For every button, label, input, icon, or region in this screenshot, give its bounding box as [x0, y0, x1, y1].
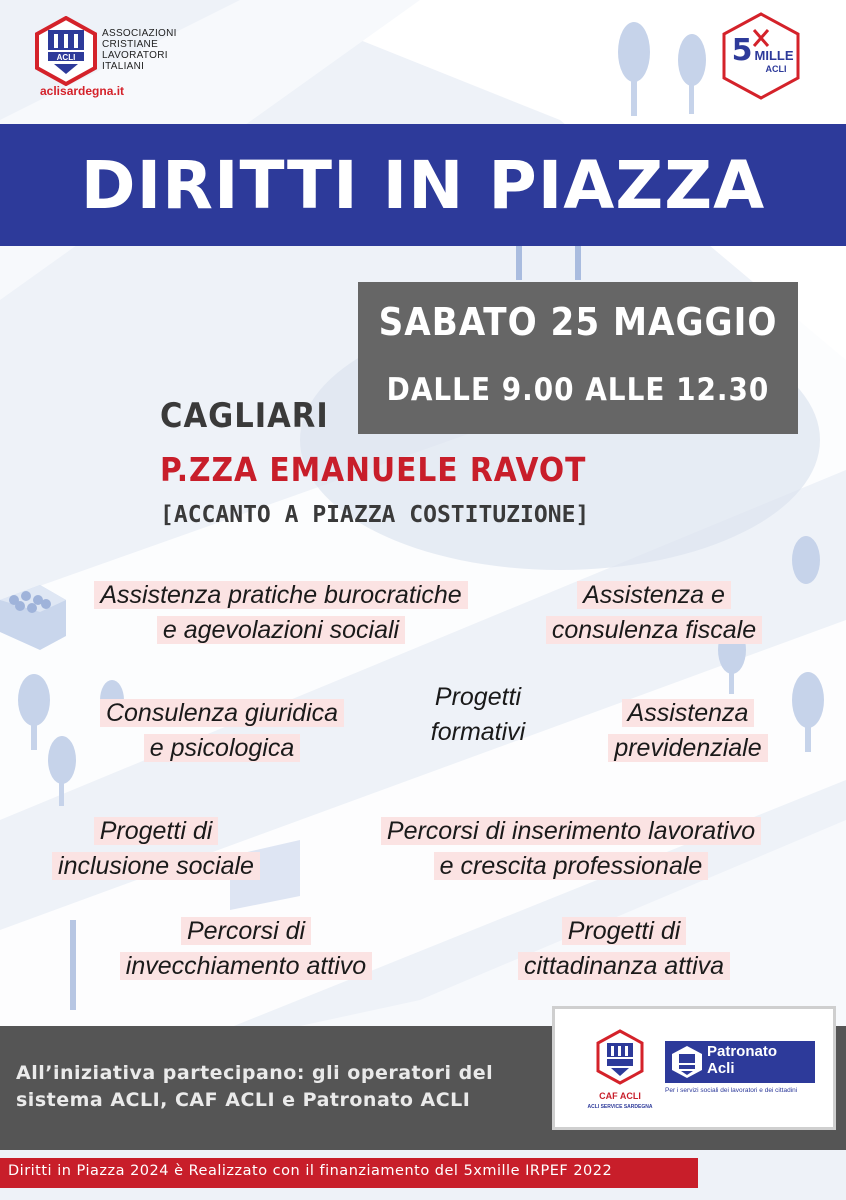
patronato-hexagon-icon — [670, 1045, 704, 1079]
title-banner — [0, 124, 846, 246]
service-item: Assistenza previdenziale — [590, 696, 786, 766]
event-venue: P.ZZA EMANUELE RAVOT — [160, 450, 587, 489]
page-title: DIRITTI IN PIAZZA — [80, 146, 766, 224]
5xmille-acli-logo — [718, 10, 804, 102]
service-item: Progetti formativi — [430, 683, 526, 746]
patronato-name-line2: Acli — [707, 1060, 735, 1077]
caf-acli-hexagon-icon — [595, 1029, 645, 1087]
service-item: Progetti di inclusione sociale — [28, 814, 284, 884]
service-item: Progetti di cittadinanza attiva — [486, 914, 762, 984]
service-item: Assistenza pratiche burocratiche e agevolazioni sociali — [58, 578, 504, 648]
acli-org-name: ASSOCIAZIONI CRISTIANE LAVORATORI ITALIANI — [102, 28, 177, 72]
caf-acli-logo — [575, 1029, 665, 1125]
svg-text:MILLE: MILLE — [754, 48, 794, 63]
patronato-acli-logo — [665, 1041, 815, 1101]
svg-text:5: 5 — [731, 33, 753, 68]
service-item: Percorsi di invecchiamento attivo — [86, 914, 406, 984]
patronato-name-line1: Patronato — [707, 1043, 778, 1060]
partner-logos — [552, 1006, 836, 1130]
acli-logo — [34, 16, 204, 106]
patronato-tagline: Per i servizi sociali dei lavoratori e dei cittadini — [665, 1087, 798, 1094]
acli-site-link[interactable]: aclisardegna.it — [40, 84, 125, 98]
info-text: All’iniziativa partecipano: gli operatori del sistema ACLI, CAF ACLI e Patronato ACLI — [16, 1062, 494, 1111]
caf-acli-name: CAF ACLI — [599, 1091, 641, 1101]
event-time: DALLE 9.00 ALLE 12.30 — [386, 372, 770, 408]
date-box — [358, 282, 798, 434]
event-city: CAGLIARI — [160, 396, 329, 436]
service-item: Consulenza giuridica e psicologica — [72, 696, 372, 766]
service-item: Percorsi di inserimento lavorativo e crescita professionale — [340, 814, 802, 884]
event-date: SABATO 25 MAGGIO — [378, 300, 778, 344]
event-venue-note: [ACCANTO A PIAZZA COSTITUZIONE] — [160, 502, 590, 528]
acli-hexagon-icon — [34, 16, 98, 86]
footer-text: Diritti in Piazza 2024 è Realizzato con il finanziamento del 5xmille IRPEF 2022 — [8, 1163, 613, 1179]
svg-text:ACLI: ACLI — [765, 64, 787, 74]
footer-bar — [0, 1158, 698, 1188]
caf-acli-subtitle: ACLI SERVICE SARDEGNA — [587, 1104, 653, 1110]
svg-text:ACLI: ACLI — [56, 53, 76, 62]
service-item: Assistenza e consulenza fiscale — [526, 578, 782, 648]
